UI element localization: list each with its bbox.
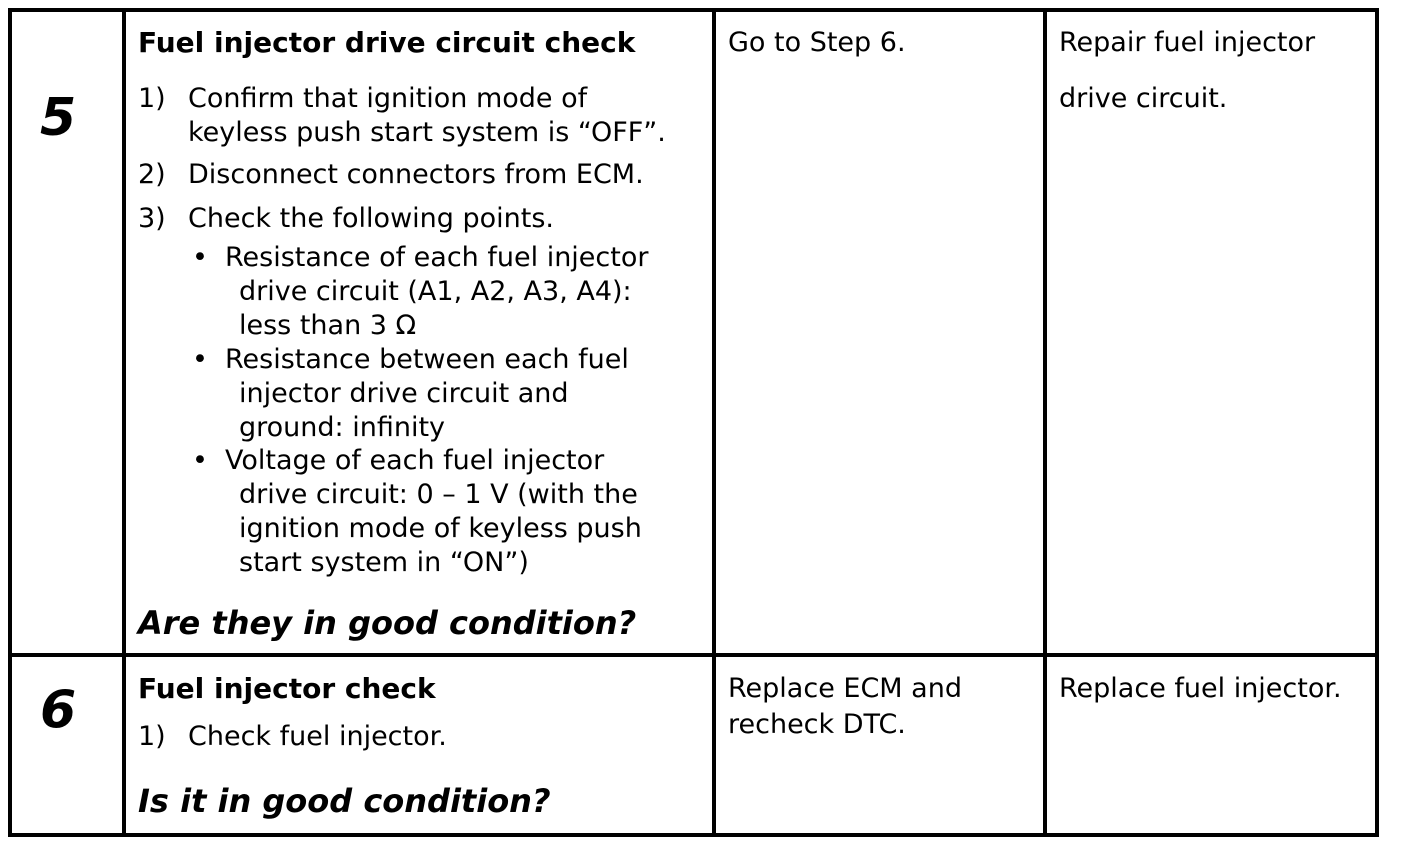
item-marker: 3): [138, 203, 166, 234]
step-cell: [12, 657, 126, 833]
table-row-step-6: [12, 657, 1375, 833]
bullet-text: ground: infinity: [239, 412, 446, 443]
no-text: Repair fuel injector: [1059, 27, 1316, 58]
bullet-text: Resistance of each fuel injector: [225, 242, 649, 273]
no-text: Replace fuel injector.: [1059, 673, 1342, 704]
step-cell: [12, 12, 126, 653]
action-cell: [126, 657, 716, 833]
item-text: Disconnect connectors from ECM.: [188, 159, 644, 190]
yes-text: Replace ECM and: [728, 673, 962, 704]
bullet-icon: •: [192, 242, 208, 273]
bullet-icon: •: [192, 445, 208, 476]
bullet-text: injector drive circuit and: [239, 378, 569, 409]
no-cell: [1047, 657, 1375, 833]
bullet-icon: •: [192, 344, 208, 375]
bullet-text: less than 3 Ω: [239, 310, 417, 341]
yes-text: Go to Step 6.: [728, 27, 906, 58]
bullet-text: drive circuit (A1, A2, A3, A4):: [239, 276, 632, 307]
step-question: Are they in good condition?: [138, 604, 637, 642]
step-number: 5: [40, 88, 77, 148]
yes-text: recheck DTC.: [728, 709, 906, 740]
bullet-text: Resistance between each fuel: [225, 344, 629, 375]
bullet-text: start system in “ON”): [239, 547, 529, 578]
bullet-text: Voltage of each fuel injector: [225, 445, 605, 476]
no-cell: [1047, 12, 1375, 653]
diagnostic-table: [8, 8, 1379, 837]
item-marker: 2): [138, 159, 166, 190]
table-row-step-5: [12, 12, 1375, 657]
item-text: Confirm that ignition mode of: [188, 83, 588, 114]
item-marker: 1): [138, 721, 166, 752]
item-text: Check the following points.: [188, 203, 555, 234]
bullet-text: drive circuit: 0 – 1 V (with the: [239, 479, 638, 510]
yes-cell: [716, 657, 1047, 833]
action-cell: [126, 12, 716, 653]
item-text: Check fuel injector.: [188, 721, 447, 752]
bullet-text: ignition mode of keyless push: [239, 513, 642, 544]
yes-cell: [716, 12, 1047, 653]
item-text: keyless push start system is “OFF”.: [188, 117, 666, 148]
no-text: drive circuit.: [1059, 83, 1228, 114]
item-marker: 1): [138, 83, 166, 114]
step-title: Fuel injector check: [138, 672, 436, 705]
step-number: 6: [40, 680, 77, 740]
step-question: Is it in good condition?: [138, 782, 551, 820]
step-title: Fuel injector drive circuit check: [138, 26, 636, 59]
